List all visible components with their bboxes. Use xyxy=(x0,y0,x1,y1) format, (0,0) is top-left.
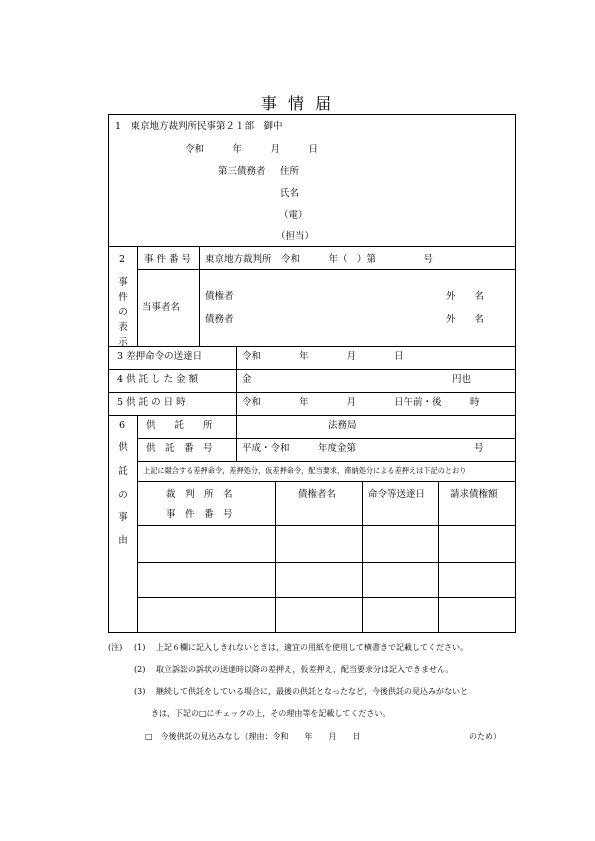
note-3-number: (3) xyxy=(134,687,146,696)
header-court-name: 裁 判 所 名 xyxy=(166,489,233,500)
notes-prefix: (注) xyxy=(108,643,123,652)
name-label: 氏名 xyxy=(280,188,300,199)
case-number-label: 事 件 番 号 xyxy=(144,254,192,265)
parties-label: 当事者名 xyxy=(142,302,181,313)
note-1-text: 上記６欄に記入しきれないときは，適宜の用紙を使用して横書きで記載してください。 xyxy=(156,643,468,652)
no-further-deposit-checkbox-line[interactable]: □ 今後供託の見込みなし（理由：令和 年 月 日 xyxy=(145,732,361,741)
header-service-date: 命令等送達日 xyxy=(368,489,426,500)
note-3-text-line-1: 継続して供託をしている場合に，最後の供託となったなど，今後供託の見込みがないと xyxy=(156,687,468,696)
section-6-number: 6 xyxy=(119,420,126,431)
header-case-number: 事 件 番 号 xyxy=(166,509,233,520)
note-1-number: (1) xyxy=(134,643,146,652)
no-further-deposit-suffix: のため） xyxy=(469,732,501,741)
section-2-number: 2 xyxy=(119,254,126,265)
deposit-datetime-value: 令和 年 月 日午前・後 時 xyxy=(242,397,480,408)
creditor-others: 外 名 xyxy=(446,291,485,302)
address-label: 住所 xyxy=(280,166,300,177)
competing-seizure-note: 上記に競合する差押命令，差押処分，仮差押命令，配当要求，滞納処分による差押えは下記のとおり xyxy=(143,466,467,475)
deposit-amount-label: 4 供 託 し た 金 額 xyxy=(117,374,199,385)
document-title: 事 情 届 xyxy=(260,94,335,113)
header-claim-amount: 請求債権額 xyxy=(450,489,498,500)
deposit-number-label: 供 託 番 号 xyxy=(146,443,213,454)
note-2-number: (2) xyxy=(134,665,146,674)
staff-label: （担当） xyxy=(276,231,315,242)
note-3-text-line-2: きは，下記の□にチェックの上，その理由等を記載してください。 xyxy=(151,709,391,718)
deposit-amount-value: 金 xyxy=(242,374,252,385)
deposit-datetime-label: 5 供 託 の 日 時 xyxy=(117,397,186,408)
deposit-office-value: 法務局 xyxy=(328,420,357,431)
deposit-amount-suffix: 円也 xyxy=(452,374,472,385)
case-number-value: 東京地方裁判所 令和 年（ ）第 号 xyxy=(205,254,434,265)
service-date-value: 令和 年 月 日 xyxy=(242,351,404,362)
phone-label: （電） xyxy=(279,210,308,221)
submission-date: 令和 年 月 日 xyxy=(185,144,319,155)
deposit-number-suffix: 号 xyxy=(474,443,484,454)
header-creditor-name: 債権者名 xyxy=(298,489,337,500)
debtor-label: 債務者 xyxy=(205,314,234,325)
service-date-label: 3 差押命令の送達日 xyxy=(117,351,203,362)
court-addressee: 1 東京地方裁判所民事第２１部 御中 xyxy=(115,121,283,132)
deposit-office-label: 供 託 所 xyxy=(146,420,213,431)
debtor-others: 外 名 xyxy=(446,314,485,325)
creditor-label: 債権者 xyxy=(205,291,234,302)
note-2-text: 取立訴訟の訴状の送達時以降の差押え，仮差押え，配当要求分は記入できません。 xyxy=(156,665,454,674)
third-party-debtor-label: 第三債務者 xyxy=(218,166,266,177)
deposit-number-value: 平成・令和 年度金第 xyxy=(242,443,357,454)
